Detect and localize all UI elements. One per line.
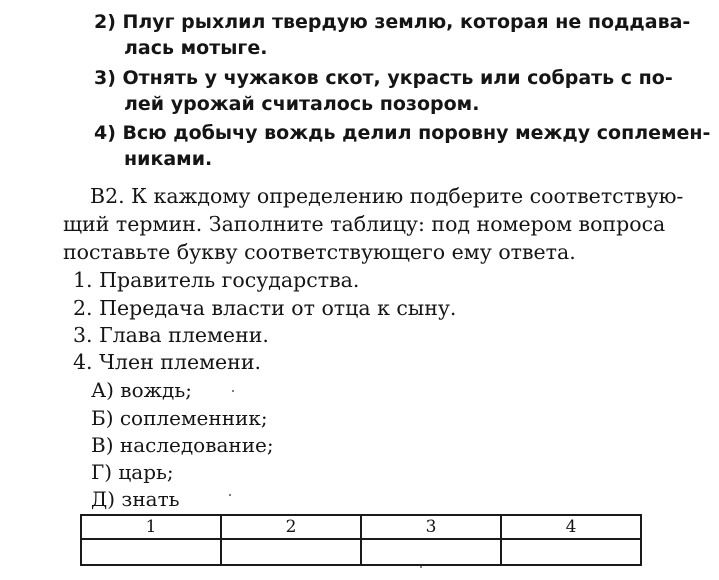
scan-speck bbox=[229, 494, 231, 496]
task-line-2: щий термин. Заполните таблицу: под номером вопроса bbox=[63, 212, 666, 236]
option-v: В) наследование; bbox=[91, 433, 274, 457]
answer-cell-1[interactable] bbox=[81, 539, 221, 565]
task-line-1: В2. К каждому определению подберите соответствую- bbox=[90, 184, 684, 208]
statement-3 bbox=[94, 64, 673, 91]
statement-4-continuation: никами. bbox=[124, 148, 213, 170]
answer-cell-4[interactable] bbox=[501, 539, 641, 565]
option-d: Д) знать bbox=[91, 487, 180, 511]
answer-table-answer-row bbox=[81, 539, 641, 565]
statement-3-continuation: лей урожай считалось позором. bbox=[124, 93, 480, 115]
statement-2 bbox=[94, 8, 690, 35]
task-line-3: поставьте букву соответствующего ему ответа. bbox=[63, 240, 576, 264]
question-number-3: 3 bbox=[361, 515, 501, 539]
statement-number: 4) bbox=[94, 122, 116, 144]
option-g: Г) царь; bbox=[91, 460, 174, 484]
statement-4 bbox=[94, 119, 710, 146]
option-b: Б) соплеменник; bbox=[91, 406, 268, 430]
answer-cell-2[interactable] bbox=[221, 539, 361, 565]
statement-number: 2) bbox=[94, 11, 116, 33]
statement-text: Всю добычу вождь делил поровну между соплемен- bbox=[122, 122, 711, 144]
question-number-4: 4 bbox=[501, 515, 641, 539]
scan-speck bbox=[232, 390, 234, 392]
definition-4: 4. Член племени. bbox=[73, 350, 261, 374]
definition-1: 1. Правитель государства. bbox=[73, 268, 360, 292]
statement-text: Плуг рыхлил твердую землю, которая не поддава- bbox=[122, 11, 691, 33]
scan-speck bbox=[420, 566, 422, 568]
statement-text: Отнять у чужаков скот, украсть или собрать с по- bbox=[122, 67, 673, 89]
answer-cell-3[interactable] bbox=[361, 539, 501, 565]
definition-3: 3. Глава племени. bbox=[73, 323, 269, 347]
option-a: А) вождь; bbox=[91, 378, 192, 402]
question-number-1: 1 bbox=[81, 515, 221, 539]
definition-2: 2. Передача власти от отца к сыну. bbox=[73, 296, 457, 320]
answer-table-header-row bbox=[81, 515, 641, 539]
statement-2-continuation: лась мотыге. bbox=[124, 37, 268, 59]
answer-table bbox=[80, 514, 642, 566]
question-number-2: 2 bbox=[221, 515, 361, 539]
statement-number: 3) bbox=[94, 67, 116, 89]
